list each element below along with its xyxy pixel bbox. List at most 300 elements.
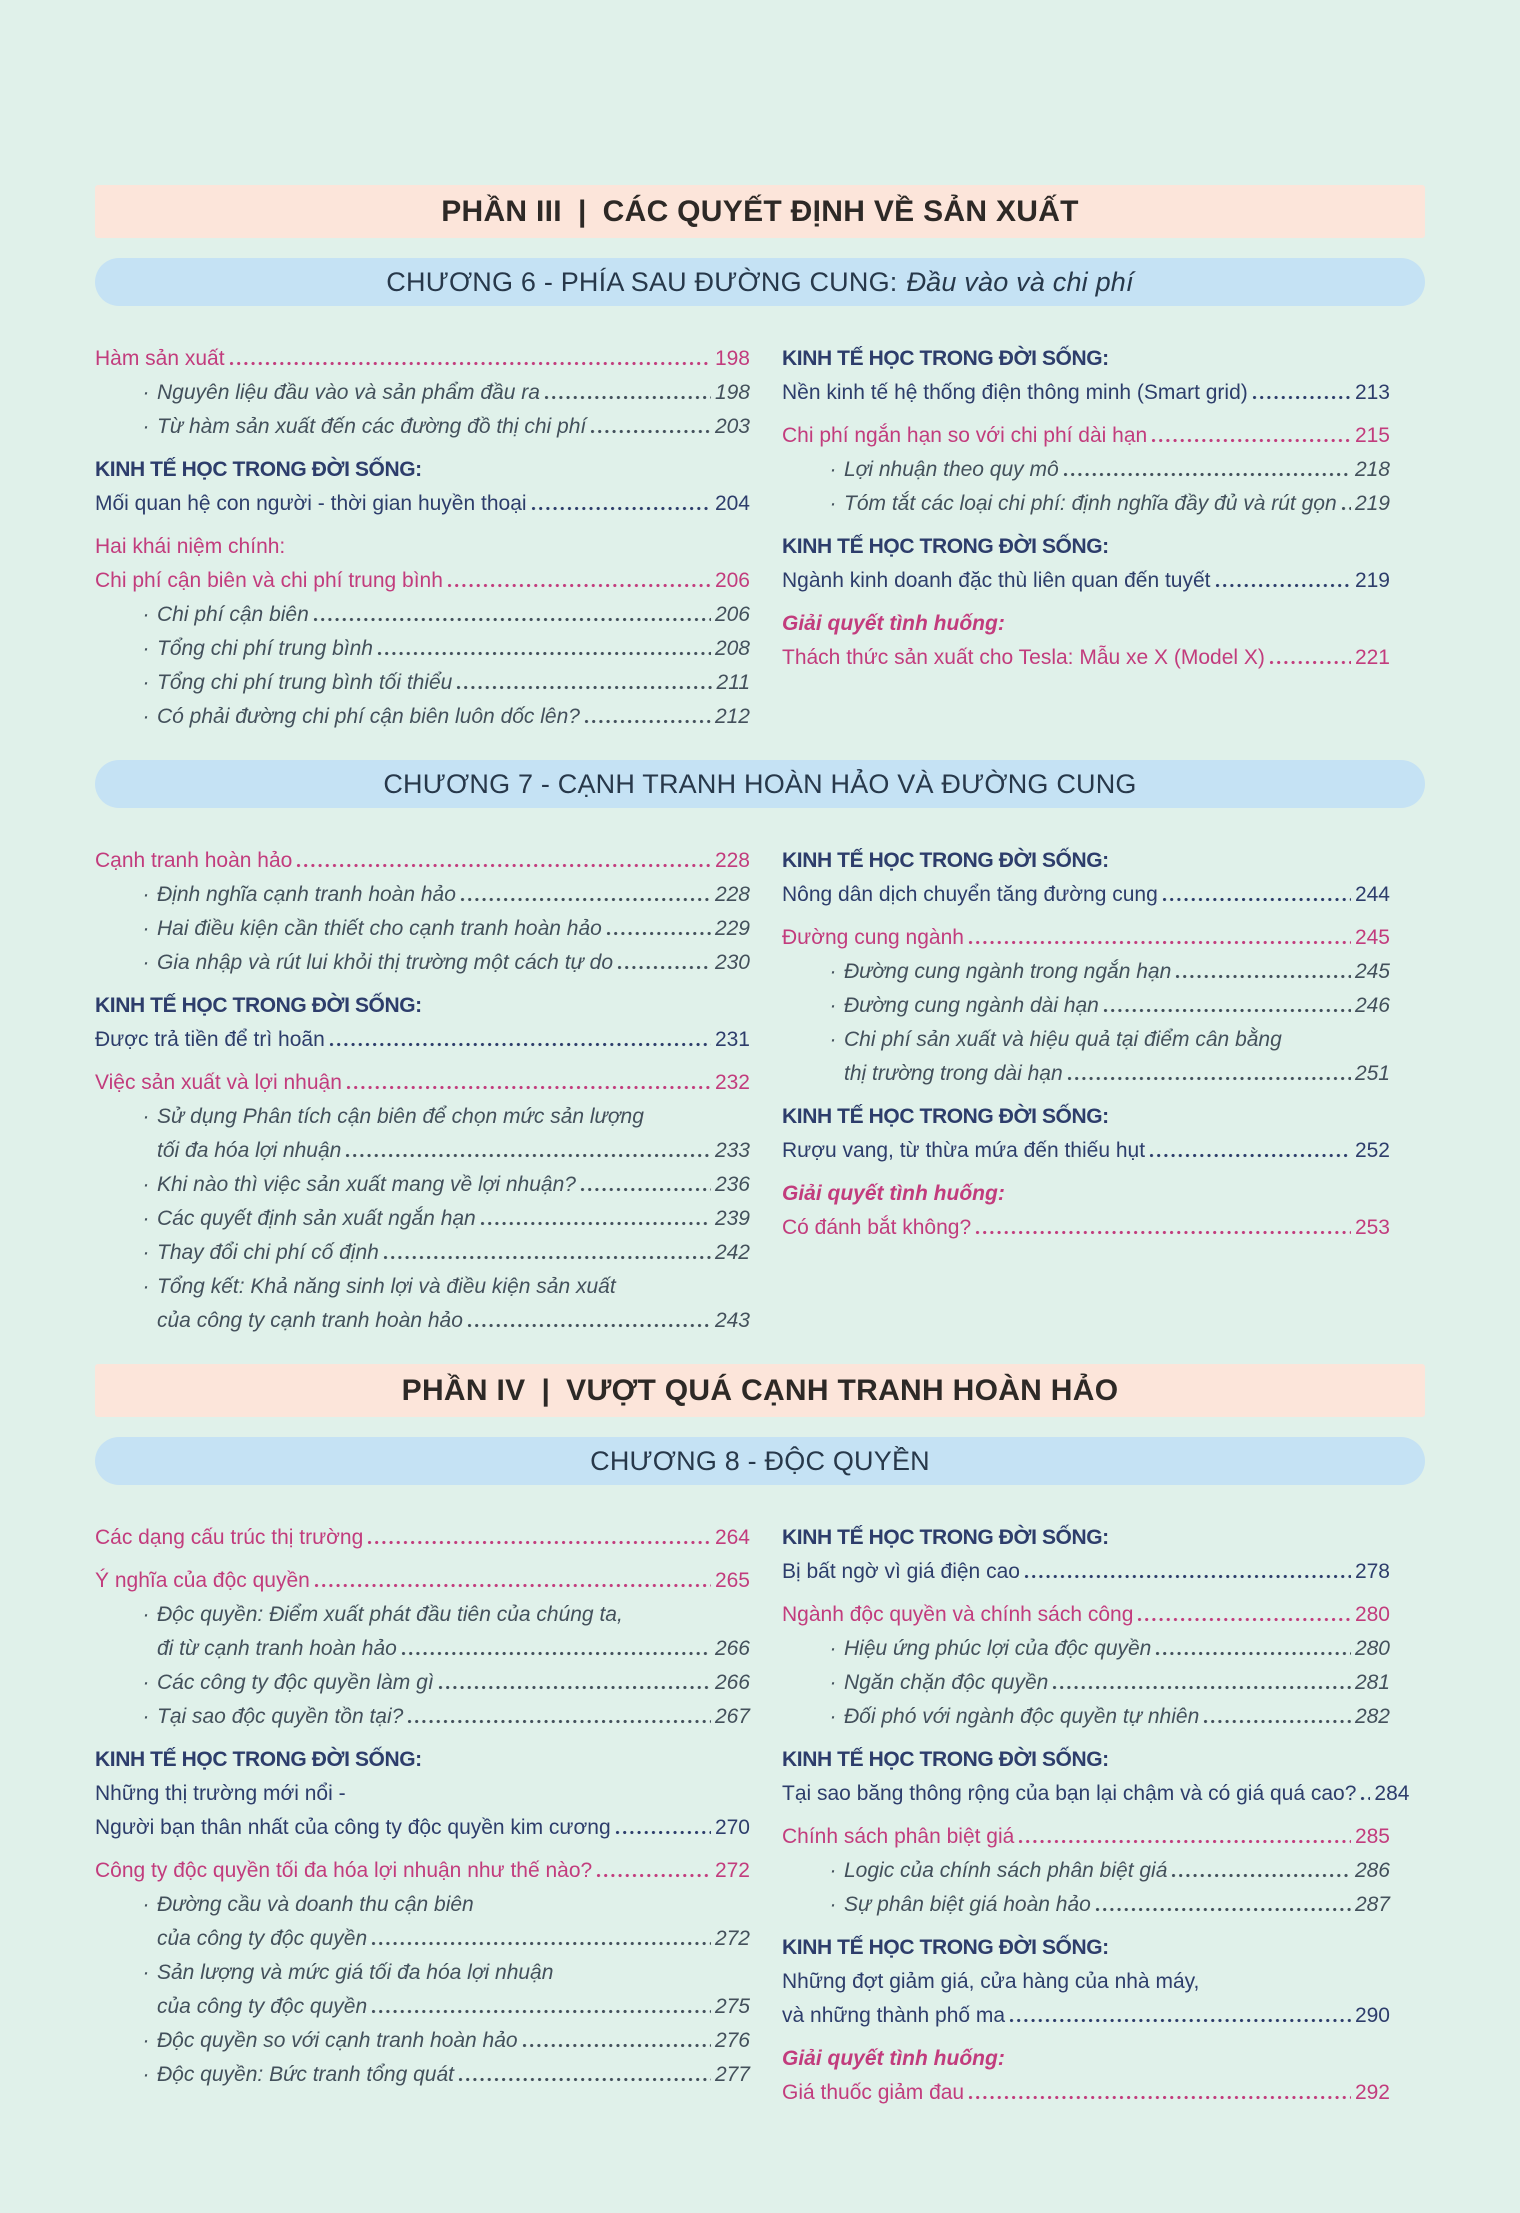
- page-number: 206: [714, 569, 750, 592]
- dot-leader: [1360, 1796, 1370, 1801]
- entry-text: Những thị trường mới nổi -: [95, 1782, 346, 1805]
- part-divider: |: [541, 1373, 551, 1407]
- entry-text: Hiệu ứng phúc lợi của độc quyền: [844, 1637, 1152, 1660]
- entry-text: Các dạng cấu trúc thị trường: [95, 1526, 364, 1549]
- entry-text: Từ hàm sản xuất đến các đường đồ thị chi phí: [157, 415, 587, 438]
- entry-text: KINH TẾ HỌC TRONG ĐỜI SỐNG:: [95, 1748, 422, 1771]
- toc-section-label: [782, 1931, 1390, 1965]
- entry-text: của công ty độc quyền: [157, 1995, 368, 2018]
- dot-leader: [296, 863, 711, 868]
- part-label: PHẦN IV: [401, 1373, 526, 1407]
- bullet-marker: ·: [829, 1893, 837, 1916]
- dot-leader: [460, 897, 711, 902]
- toc-line: [782, 1555, 1390, 1589]
- toc-line: [782, 2076, 1390, 2110]
- dot-leader: [383, 1255, 711, 1260]
- page-number: 275: [714, 1995, 750, 2018]
- dot-leader: [1018, 1839, 1351, 1844]
- toc-line: [95, 487, 750, 521]
- entry-text: Tại sao băng thông rộng của bạn lại chậm và có giá quá cao?: [782, 1782, 1357, 1805]
- toc-line: [95, 1202, 750, 1236]
- toc-column-right: [782, 844, 1390, 1338]
- page-number: 230: [714, 951, 750, 974]
- entry-text: Hàm sản xuất: [95, 347, 225, 370]
- toc-entry-sub: [95, 2024, 750, 2058]
- page-number: 243: [714, 1309, 750, 1332]
- entry-text: Chi phí cận biên và chi phí trung bình: [95, 569, 443, 592]
- dot-leader: [1009, 2018, 1351, 2023]
- toc-entry-sub: [95, 912, 750, 946]
- page-number: 285: [1354, 1825, 1390, 1848]
- dot-leader: [544, 395, 711, 400]
- toc-entry-main: [782, 921, 1390, 955]
- entry-text: Sản lượng và mức giá tối đa hóa lợi nhuận: [157, 1961, 554, 1984]
- toc-entry-sub: [95, 410, 750, 444]
- bullet-marker: ·: [142, 2063, 150, 2086]
- page-number: 292: [1354, 2081, 1390, 2104]
- toc-entry-case: [782, 2076, 1390, 2110]
- bullet-marker: ·: [142, 1705, 150, 1728]
- entry-text: KINH TẾ HỌC TRONG ĐỜI SỐNG:: [782, 1936, 1109, 1959]
- toc-entry-main: [782, 1820, 1390, 1854]
- page-number: 215: [1354, 424, 1390, 447]
- toc-line: [95, 1270, 750, 1304]
- toc-line: [95, 1777, 750, 1811]
- toc-entry-sub: [95, 632, 750, 666]
- part-label: PHẦN III: [441, 194, 562, 228]
- toc-entry-main: [95, 564, 750, 598]
- toc-column-right: [782, 342, 1390, 734]
- dot-leader: [438, 1685, 711, 1690]
- entry-text: Định nghĩa cạnh tranh hoàn hảo: [157, 883, 456, 906]
- bullet-marker: ·: [142, 381, 150, 404]
- toc-line: [782, 844, 1390, 878]
- bullet-marker: ·: [829, 492, 837, 515]
- dot-leader: [467, 1323, 711, 1328]
- entry-text: Ngăn chặn độc quyền: [844, 1671, 1049, 1694]
- entry-text: Rượu vang, từ thừa mứa đến thiếu hụt: [782, 1139, 1146, 1162]
- page-number: 282: [1354, 1705, 1390, 1728]
- toc-case-label: [782, 2042, 1390, 2076]
- bullet-marker: ·: [829, 458, 837, 481]
- entry-text: Có đánh bắt không?: [782, 1216, 972, 1239]
- dot-leader: [367, 1540, 711, 1545]
- toc-entry-note: [782, 1555, 1390, 1589]
- page-number: 206: [714, 603, 750, 626]
- entry-text: Tổng chi phí trung bình: [157, 637, 373, 660]
- entry-text: Đối phó với ngành độc quyền tự nhiên: [844, 1705, 1200, 1728]
- page-number: 219: [1354, 569, 1390, 592]
- toc-line: [95, 1564, 750, 1598]
- toc-line: [95, 632, 750, 666]
- toc-line: [95, 1632, 750, 1666]
- entry-text: đi từ cạnh tranh hoàn hảo: [157, 1637, 397, 1660]
- dot-leader: [975, 1230, 1351, 1235]
- entry-text: KINH TẾ HỌC TRONG ĐỜI SỐNG:: [782, 849, 1109, 872]
- bullet-marker: ·: [829, 1859, 837, 1882]
- toc-line: [95, 453, 750, 487]
- page-number: 211: [716, 671, 750, 694]
- toc-line: [782, 453, 1390, 487]
- toc-line: [95, 1521, 750, 1555]
- entry-text: KINH TẾ HỌC TRONG ĐỜI SỐNG:: [95, 994, 422, 1017]
- entry-text: Sử dụng Phân tích cận biên để chọn mức sản lượng: [157, 1105, 644, 1128]
- bullet-marker: ·: [142, 1961, 150, 1984]
- toc-line: [95, 2024, 750, 2058]
- toc-line: [782, 1965, 1390, 1999]
- toc-line: [95, 564, 750, 598]
- page-number: 290: [1354, 2004, 1390, 2027]
- entry-text: Độc quyền: Bức tranh tổng quát: [157, 2063, 454, 2086]
- part-title: CÁC QUYẾT ĐỊNH VỀ SẢN XUẤT: [602, 194, 1079, 228]
- dot-leader: [596, 1873, 711, 1878]
- toc-line: [782, 1057, 1390, 1091]
- toc-section-label: [782, 1521, 1390, 1555]
- toc-line: [95, 844, 750, 878]
- toc-line: [782, 1777, 1410, 1811]
- dot-leader: [1063, 472, 1351, 477]
- part-title: VƯỢT QUÁ CẠNH TRANH HOÀN HẢO: [566, 1373, 1119, 1407]
- toc-entry-sub: [782, 453, 1390, 487]
- bullet-marker: ·: [829, 1671, 837, 1694]
- dot-leader: [580, 1187, 711, 1192]
- chapter-title: CHƯƠNG 8 - ĐỘC QUYỀN: [590, 1445, 930, 1476]
- entry-text: Logic của chính sách phân biệt giá: [844, 1859, 1168, 1882]
- page-number: 213: [1354, 381, 1390, 404]
- bullet-marker: ·: [142, 1893, 150, 1916]
- entry-text: Đường cung ngành: [782, 926, 964, 949]
- toc-line: [95, 598, 750, 632]
- toc-entry-sub: [95, 376, 750, 410]
- toc-line: [95, 1134, 750, 1168]
- toc-line: [782, 342, 1390, 376]
- dot-leader: [1252, 395, 1351, 400]
- toc-line: [782, 1854, 1390, 1888]
- toc-line: [782, 1632, 1390, 1666]
- toc-entry-sub: [782, 1700, 1390, 1734]
- toc-section-label: [782, 844, 1390, 878]
- entry-text: Được trả tiền để trì hoãn: [95, 1028, 325, 1051]
- dot-leader: [407, 1719, 711, 1724]
- dot-leader: [377, 651, 711, 656]
- page-number: 244: [1354, 883, 1390, 906]
- bullet-marker: ·: [142, 671, 150, 694]
- toc-columns: [95, 1521, 1425, 2110]
- entry-text: Hai điều kiện cần thiết cho cạnh tranh hoàn hảo: [157, 917, 602, 940]
- page-number: 272: [714, 1927, 750, 1950]
- toc-line: [95, 912, 750, 946]
- entry-text: Giải quyết tình huống:: [782, 612, 1005, 635]
- toc-line: [782, 607, 1390, 641]
- toc-line: [95, 1066, 750, 1100]
- entry-text: Các công ty độc quyền làm gì: [157, 1671, 434, 1694]
- toc-line: [782, 1888, 1390, 1922]
- toc-line: [95, 1304, 750, 1338]
- toc-line: [95, 342, 750, 376]
- toc-section-label: [95, 989, 750, 1023]
- entry-text: Có phải đường chi phí cận biên luôn dốc lên?: [157, 705, 580, 728]
- toc-line: [95, 1743, 750, 1777]
- toc-line: [782, 419, 1390, 453]
- toc-entry-note: [782, 1965, 1390, 2033]
- entry-text: Sự phân biệt giá hoàn hảo: [844, 1893, 1091, 1916]
- chapter-header: [95, 258, 1425, 306]
- toc-entry-main: [95, 1564, 750, 1598]
- toc-line: [95, 1100, 750, 1134]
- toc-line: [782, 530, 1390, 564]
- toc-entry-sub: [782, 955, 1390, 989]
- toc-column-left: [95, 844, 750, 1338]
- toc-entry-sub: [782, 1854, 1390, 1888]
- toc-entry-sub: [95, 1666, 750, 1700]
- toc-section-label: [782, 1100, 1390, 1134]
- entry-text: Nền kinh tế hệ thống điện thông minh (Smart grid): [782, 381, 1248, 404]
- entry-text: Đường cung ngành trong ngắn hạn: [844, 960, 1172, 983]
- toc-line: [782, 1700, 1390, 1734]
- toc-entry-sub: [95, 1956, 750, 2024]
- toc-case-label: [782, 607, 1390, 641]
- toc-case-label: [782, 1177, 1390, 1211]
- toc-section-label: [782, 342, 1390, 376]
- toc-column-right: [782, 1521, 1410, 2110]
- bullet-marker: ·: [142, 883, 150, 906]
- dot-leader: [1067, 1076, 1351, 1081]
- toc-line: [782, 1598, 1390, 1632]
- page-content: [95, 185, 1425, 2136]
- page-number: 221: [1354, 646, 1390, 669]
- bullet-marker: ·: [142, 1275, 150, 1298]
- toc-line: [95, 1666, 750, 1700]
- dot-leader: [329, 1042, 711, 1047]
- page-number: 284: [1374, 1782, 1410, 1805]
- entry-text: Đường cầu và doanh thu cận biên: [157, 1893, 474, 1916]
- page-number: 204: [714, 492, 750, 515]
- entry-text: Thách thức sản xuất cho Tesla: Mẫu xe X (Model X): [782, 646, 1265, 669]
- bullet-marker: ·: [829, 1705, 837, 1728]
- entry-text: Ngành độc quyền và chính sách công: [782, 1603, 1134, 1626]
- toc-line: [782, 1100, 1390, 1134]
- toc-line: [782, 1931, 1390, 1965]
- page-number: 287: [1354, 1893, 1390, 1916]
- page-number: 270: [714, 1816, 750, 1839]
- toc-entry-sub: [782, 1888, 1390, 1922]
- dot-leader: [968, 940, 1351, 945]
- toc-entry-main: [95, 530, 750, 564]
- toc-column-left: [95, 342, 750, 734]
- toc-entry-sub: [95, 1270, 750, 1338]
- dot-leader: [617, 965, 711, 970]
- toc-entry-sub: [95, 1202, 750, 1236]
- entry-text: Giải quyết tình huống:: [782, 2047, 1005, 2070]
- toc-line: [782, 955, 1390, 989]
- toc-line: [782, 989, 1390, 1023]
- entry-text: Đường cung ngành dài hạn: [844, 994, 1099, 1017]
- toc-line: [95, 1023, 750, 1057]
- toc-line: [782, 564, 1390, 598]
- page-number: 212: [714, 705, 750, 728]
- toc-line: [95, 989, 750, 1023]
- entry-text: Chi phí sản xuất và hiệu quả tại điểm cân bằng: [844, 1028, 1282, 1051]
- page-number: 219: [1354, 492, 1390, 515]
- toc-line: [95, 2058, 750, 2092]
- dot-leader: [1215, 583, 1351, 588]
- entry-text: Hai khái niệm chính:: [95, 535, 286, 558]
- bullet-marker: ·: [829, 1028, 837, 1051]
- dot-leader: [371, 1941, 711, 1946]
- bullet-marker: ·: [142, 603, 150, 626]
- toc-line: [95, 666, 750, 700]
- toc-entry-main: [95, 1066, 750, 1100]
- dot-leader: [1175, 974, 1351, 979]
- dot-leader: [314, 1583, 711, 1588]
- dot-leader: [456, 685, 712, 690]
- toc-line: [95, 1598, 750, 1632]
- toc-line: [782, 878, 1390, 912]
- toc-section-label: [782, 1743, 1390, 1777]
- toc-columns: [95, 844, 1425, 1338]
- entry-text: và những thành phố ma: [782, 2004, 1006, 2027]
- toc-line: [95, 1168, 750, 1202]
- dot-leader: [584, 719, 711, 724]
- entry-text: KINH TẾ HỌC TRONG ĐỜI SỐNG:: [782, 1748, 1109, 1771]
- page-number: 281: [1354, 1671, 1390, 1694]
- bullet-marker: ·: [142, 1603, 150, 1626]
- toc-entry-main: [95, 844, 750, 878]
- page-number: 229: [714, 917, 750, 940]
- entry-text: Khi nào thì việc sản xuất mang về lợi nhuận?: [157, 1173, 576, 1196]
- toc-line: [782, 1177, 1390, 1211]
- dot-leader: [1024, 1574, 1351, 1579]
- entry-text: Tổng chi phí trung bình tối thiểu: [157, 671, 453, 694]
- bullet-marker: ·: [142, 1173, 150, 1196]
- page-number: 266: [714, 1671, 750, 1694]
- page-number: 266: [714, 1637, 750, 1660]
- dot-leader: [1171, 1873, 1351, 1878]
- toc-columns: [95, 342, 1425, 734]
- entry-text: Tổng kết: Khả năng sinh lợi và điều kiện sản xuất: [157, 1275, 616, 1298]
- toc-line: [95, 946, 750, 980]
- bullet-marker: ·: [142, 2029, 150, 2052]
- toc-entry-sub: [95, 666, 750, 700]
- entry-text: tối đa hóa lợi nhuận: [157, 1139, 342, 1162]
- toc-section-label: [782, 530, 1390, 564]
- dot-leader: [615, 1830, 711, 1835]
- entry-text: Giá thuốc giảm đau: [782, 2081, 965, 2104]
- entry-text: Thay đổi chi phí cố định: [157, 1241, 379, 1264]
- toc-line: [95, 1888, 750, 1922]
- toc-line: [95, 376, 750, 410]
- bullet-marker: ·: [829, 994, 837, 1017]
- dot-leader: [1151, 438, 1351, 443]
- toc-line: [95, 1990, 750, 2024]
- page-number: 253: [1354, 1216, 1390, 1239]
- toc-line: [95, 410, 750, 444]
- entry-text: Bị bất ngờ vì giá điện cao: [782, 1560, 1020, 1583]
- entry-text: Người bạn thân nhất của công ty độc quyền kim cương: [95, 1816, 611, 1839]
- dot-leader: [1203, 1719, 1351, 1724]
- page-number: 232: [714, 1071, 750, 1094]
- toc-entry-sub: [95, 1168, 750, 1202]
- chapter-title: CHƯƠNG 6 - PHÍA SAU ĐƯỜNG CUNG:: [386, 266, 898, 297]
- toc-entry-sub: [95, 1598, 750, 1666]
- toc-line: [782, 921, 1390, 955]
- toc-entry-note: [782, 376, 1390, 410]
- dot-leader: [968, 2095, 1351, 2100]
- page-number: 264: [714, 1526, 750, 1549]
- page-number: 231: [714, 1028, 750, 1051]
- toc-entry-sub: [782, 1632, 1390, 1666]
- toc-section-label: [95, 453, 750, 487]
- dot-leader: [458, 2077, 711, 2082]
- chapter-header: [95, 1437, 1425, 1485]
- entry-text: KINH TẾ HỌC TRONG ĐỜI SỐNG:: [782, 347, 1109, 370]
- entry-text: Tóm tắt các loại chi phí: định nghĩa đầy đủ và rút gọn: [844, 492, 1337, 515]
- page-number: 228: [714, 849, 750, 872]
- dot-leader: [229, 361, 711, 366]
- entry-text: KINH TẾ HỌC TRONG ĐỜI SỐNG:: [782, 535, 1109, 558]
- toc-entry-note: [782, 564, 1390, 598]
- entry-text: Độc quyền: Điểm xuất phát đầu tiên của chúng ta,: [157, 1603, 623, 1626]
- page-number: 203: [714, 415, 750, 438]
- toc-entry-case: [782, 1211, 1390, 1245]
- toc-line: [782, 1023, 1390, 1057]
- page-number: 272: [714, 1859, 750, 1882]
- toc-line: [95, 878, 750, 912]
- dot-leader: [1162, 897, 1351, 902]
- entry-text: Công ty độc quyền tối đa hóa lợi nhuận như thế nào?: [95, 1859, 593, 1882]
- dot-leader: [1095, 1907, 1351, 1912]
- toc-line: [95, 530, 750, 564]
- toc-line: [782, 376, 1390, 410]
- page-number: 277: [714, 2063, 750, 2086]
- page-number: 280: [1354, 1637, 1390, 1660]
- dot-leader: [590, 429, 711, 434]
- toc-entry-sub: [95, 1100, 750, 1168]
- dot-leader: [480, 1221, 711, 1226]
- bullet-marker: ·: [142, 637, 150, 660]
- toc-entry-case: [782, 641, 1390, 675]
- toc-line: [782, 1666, 1390, 1700]
- entry-text: Nguyên liệu đầu vào và sản phẩm đầu ra: [157, 381, 540, 404]
- toc-entry-main: [95, 1854, 750, 1888]
- entry-text: KINH TẾ HỌC TRONG ĐỜI SỐNG:: [782, 1526, 1109, 1549]
- toc-line: [782, 487, 1390, 521]
- dot-leader: [1149, 1153, 1351, 1158]
- page-number: 286: [1354, 1859, 1390, 1882]
- bullet-marker: ·: [142, 917, 150, 940]
- entry-text: Các quyết định sản xuất ngắn hạn: [157, 1207, 476, 1230]
- dot-leader: [1052, 1685, 1351, 1690]
- entry-text: Ý nghĩa của độc quyền: [95, 1569, 310, 1592]
- toc-line: [782, 1134, 1390, 1168]
- toc-entry-sub: [95, 700, 750, 734]
- toc-section-label: [95, 1743, 750, 1777]
- bullet-marker: ·: [142, 951, 150, 974]
- page-number: 252: [1354, 1139, 1390, 1162]
- bullet-marker: ·: [142, 1207, 150, 1230]
- toc-entry-sub: [95, 1888, 750, 1956]
- toc-entry-note: [782, 878, 1390, 912]
- toc-line: [95, 1854, 750, 1888]
- toc-line: [95, 1811, 750, 1845]
- toc-entry-note: [782, 1134, 1390, 1168]
- dot-leader: [401, 1651, 711, 1656]
- toc-entry-sub: [782, 989, 1390, 1023]
- bullet-marker: ·: [142, 1241, 150, 1264]
- toc-line: [782, 1820, 1390, 1854]
- entry-text: Những đợt giảm giá, cửa hàng của nhà máy,: [782, 1970, 1200, 1993]
- toc-line: [782, 1211, 1390, 1245]
